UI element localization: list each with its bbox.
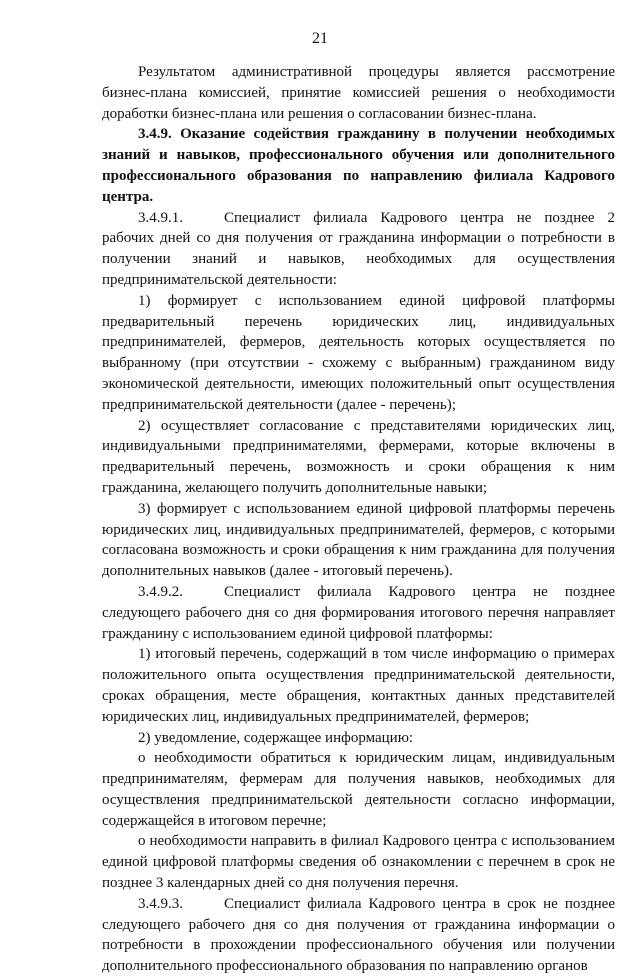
clause-number: 3.4.9.1. (138, 209, 183, 226)
paragraph-result: Результатом административной процедуры является рассмотрение бизнес-плана комиссией, принятие комиссией решения о необходимости доработки бизнес-плана или решения о согласовании бизнес-плана. (102, 64, 615, 122)
notification-point-send-info: о необходимости направить в филиал Кадрового центра с использованием единой цифровой платформы сведения об ознакомлении с перечнем в срок не позднее 3 календарных дней со дня получения перечня. (102, 833, 615, 892)
clause-3-4-9-2 (102, 582, 615, 644)
clause-text: Специалист филиала Кадрового центра в срок не позднее следующего рабочего дня со дня получения от гражданина информации о потребности в прохождении профессионального обучения или получении дополнительного профессионального образования по направлению органов (102, 895, 615, 975)
clause-number: 3.4.9.2. (138, 583, 183, 600)
list-item-3-final-list: 3) формирует с использованием единой цифровой платформы перечень юридических лиц, индивидуальных предпринимателей, фермеров, с которыми согласована возможность и сроки обращения к ним гражданина для получения дополнительных навыков (далее - итоговый перечень). (102, 500, 615, 580)
list-item-2-notification: 2) уведомление, содержащее информацию: (138, 729, 414, 746)
page-number: 21 (312, 30, 328, 47)
list-item-1-forms-preliminary-list: 1) формирует с использованием единой цифровой платформы предварительный перечень юридических лиц, индивидуальных предпринимателей, фермеров, деятельность которых осуществляется по выбранному (при отсутствии - схожему с выбранным) гражданином виду экономической деятельности, имеющих положительный опыт осуществления предпринимательской деятельности (далее - перечень); (102, 292, 615, 413)
section-heading-3-4-9: 3.4.9. Оказание содействия гражданину в получении необходимых знаний и навыков, профессионального обучения или дополнительного профессионального образования по направлению филиала Кадрового центра. (102, 126, 615, 205)
list-item-1-final-list-info: 1) итоговый перечень, содержащий в том числе информацию о примерах положительного опыта осуществления предпринимательской деятельности, сроках обращения, месте обращения, контактных данных представителей юридических лиц, индивидуальных предпринимателей, фермеров; (102, 646, 615, 725)
clause-3-4-9-3 (102, 894, 615, 977)
clause-3-4-9-1 (102, 208, 615, 291)
clause-text: Специалист филиала Кадрового центра не позднее 2 рабочих дней со дня получения от гражданина информации о потребности в получении знаний и навыков, необходимых для осуществления предпринимательской деятельности: (102, 209, 615, 288)
clause-number: 3.4.9.3. (138, 895, 183, 912)
clause-text: Специалист филиала Кадрового центра не позднее следующего рабочего дня со дня формирования итогового перечня направляет гражданину с использованием единой цифровой платформы: (102, 583, 615, 642)
notification-point-contact: о необходимости обратиться к юридическим лицам, индивидуальным предпринимателям, фермерам для получения навыков, необходимых для осуществления предпринимательской деятельности согласно информации, содержащейся в итоговом перечне; (102, 750, 615, 829)
list-item-2-coordination: 2) осуществляет согласование с представителями юридических лиц, индивидуальными предпринимателями, фермерами, которые включены в предварительный перечень, возможность и сроки обращения к ним гражданина, желающего получить дополнительные навыки; (102, 417, 615, 496)
document-body (102, 62, 615, 977)
